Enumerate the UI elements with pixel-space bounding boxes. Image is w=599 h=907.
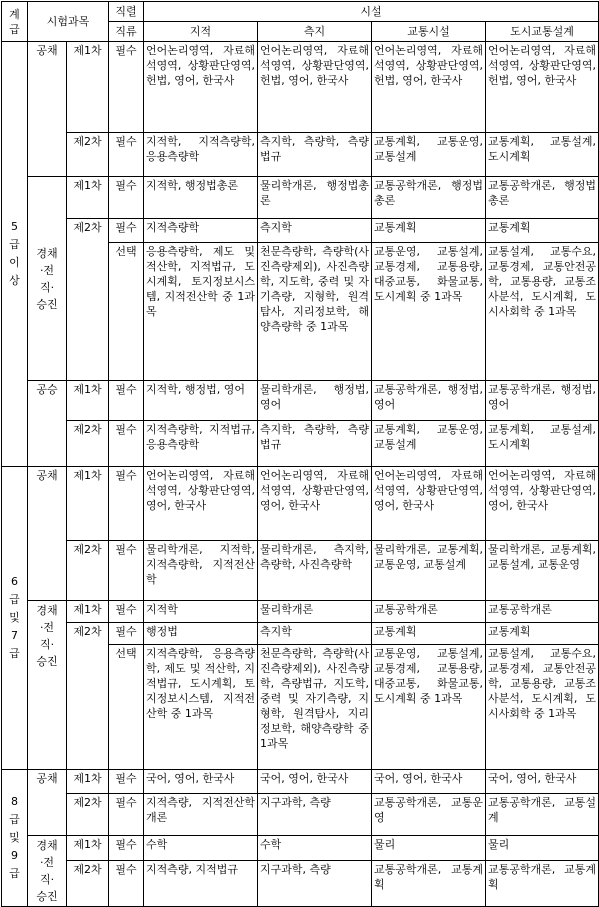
facility-header: 시설 (144, 2, 599, 22)
stage-cell: 제1차 (67, 177, 109, 219)
subject-cell: 측지학 (258, 219, 372, 243)
table-row (2, 836, 599, 861)
subject-cell: 언어논리영역, 자료해석영역, 상황판단영역, 헌법, 영어, 한국사 (144, 42, 258, 133)
type-cell: 선택 (109, 645, 144, 770)
subject-cell: 교통운영, 교통설계, 교통경제, 교통용량, 대중교통, 화물교통, 도시계획 중 1과목 (372, 243, 486, 381)
type-cell: 필수 (109, 381, 144, 421)
subject-cell: 국어, 영어, 한국사 (258, 770, 372, 794)
subject-cell: 교통공학개론, 교통운영 (372, 794, 486, 836)
subject-cell: 국어, 영어, 한국사 (144, 770, 258, 794)
stage-cell: 제1차 (67, 467, 109, 541)
subject-cell: 교통계획, 교통운영, 교통설계 (372, 133, 486, 177)
subject-cell: 교통공학개론, 행정법, 영어 (486, 381, 599, 421)
type-header: 직류 (109, 22, 144, 42)
subject-cell: 물리학개론, 행정법, 영어 (258, 381, 372, 421)
stage-cell: 제2차 (67, 623, 109, 770)
table-row (2, 861, 599, 907)
table-row (2, 421, 599, 467)
type-cell: 필수 (109, 541, 144, 601)
type-cell: 필수 (109, 770, 144, 794)
subject-cell: 언어논리영역, 자료해석영역, 상황판단영역, 영어, 한국사 (486, 467, 599, 541)
subject-cell: 응용측량학, 제도 및 적산학, 지적법규, 도시계획, 토지정보시스템, 지적전산학 중 1과목 (144, 243, 258, 381)
col-header-cadastral: 지적 (144, 22, 258, 42)
subject-cell: 교통계획, 교통설계, 도시계획 (486, 133, 599, 177)
type-cell: 필수 (109, 133, 144, 177)
subject-cell: 언어논리영역, 자료해석영역, 상황판단영역, 헌법, 영어, 한국사 (258, 42, 372, 133)
subject-cell: 지적학 (144, 601, 258, 623)
subject-cell: 교통계획, 교통운영, 교통설계 (372, 421, 486, 467)
subject-cell: 천문측량학, 측량학(사진측량제외), 사진측량학, 지도학, 중력 및 자기측량, 지형학, 원격탐사, 지리정보학, 해양측량학 중 1과목 (258, 243, 372, 381)
subject-cell: 교통운영, 교통설계, 교통경제, 교통용량, 대중교통, 화물교통, 도시계획 중 1과목 (372, 645, 486, 770)
exam-subjects-table (1, 1, 599, 907)
stage-cell: 제1차 (67, 42, 109, 133)
type-cell: 필수 (109, 42, 144, 133)
subject-cell: 지구과학, 측량 (258, 861, 372, 907)
subject-cell: 교통공학개론 (486, 601, 599, 623)
subject-cell: 교통계획 (372, 219, 486, 243)
subject-cell: 교통공학개론 (372, 601, 486, 623)
subject-cell: 물리학개론, 교통계획, 교통운영, 교통설계 (372, 541, 486, 601)
subject-cell: 지적학, 지적측량학, 응용측량학 (144, 133, 258, 177)
subject-cell: 물리 (486, 836, 599, 861)
stage-cell: 제2차 (67, 133, 109, 177)
subject-cell: 지적학, 행정법총론 (144, 177, 258, 219)
subject-cell: 교통계획 (372, 623, 486, 645)
subject-cell: 물리학개론, 측지학, 측량학, 사진측량학 (258, 541, 372, 601)
subject-cell: 국어, 영어, 한국사 (372, 770, 486, 794)
stage-cell: 제1차 (67, 601, 109, 623)
subject-cell: 지적측량학 (144, 219, 258, 243)
subject-cell: 교통공학개론, 행정법총론 (486, 177, 599, 219)
header-row-1 (2, 2, 599, 22)
table-row (2, 42, 599, 133)
grade-cell: 8급및9급 (2, 770, 28, 907)
subject-cell: 물리학개론, 행정법총론 (258, 177, 372, 219)
subject-cell: 교통계획, 교통설계, 도시계획 (486, 421, 599, 467)
subject-cell: 교통공학개론, 행정법, 영어 (372, 381, 486, 421)
exam-cell: 공승 (28, 381, 67, 467)
subject-cell: 수학 (144, 836, 258, 861)
subject-cell: 천문측량학, 측량학(사진측량제외), 사진측량학, 측량법규, 지도학, 중력 및 자기측량, 지형학, 원격탐사, 지리정보학, 해양측량학 중 1과목 (258, 645, 372, 770)
type-cell: 필수 (109, 623, 144, 645)
subject-cell: 언어논리영역, 자료해석영역, 상황판단영역, 헌법, 영어, 한국사 (372, 42, 486, 133)
stage-cell: 제2차 (67, 861, 109, 907)
type-cell: 필수 (109, 467, 144, 541)
type-cell: 필수 (109, 601, 144, 623)
subject-cell: 교통계획 (486, 623, 599, 645)
subject-cell: 수학 (258, 836, 372, 861)
subject-cell: 교통설계, 교통수요, 교통경제, 교통안전공학, 교통용량, 교통조사분석, 도시계획, 도시사회학 중 1과목 (486, 645, 599, 770)
subject-cell: 물리학개론, 지적학, 지적측량학, 지적전산학 (144, 541, 258, 601)
subject-cell: 지구과학, 측량 (258, 794, 372, 836)
subject-cell: 교통공학개론, 교통설계 (486, 794, 599, 836)
stage-cell: 제2차 (67, 794, 109, 836)
exam-header: 시험과목 (28, 2, 109, 42)
subject-cell: 교통공학개론, 교통계획 (486, 861, 599, 907)
subject-cell: 지적측량학, 지적법규, 응용측량학 (144, 421, 258, 467)
type-cell: 필수 (109, 219, 144, 243)
exam-cell: 경채·전직·승진 (28, 836, 67, 907)
type-cell: 필수 (109, 177, 144, 219)
subject-cell: 언어논리영역, 자료해석영역, 상황판단영역, 영어, 한국사 (372, 467, 486, 541)
type-cell: 필수 (109, 861, 144, 907)
exam-cell: 공채 (28, 770, 67, 836)
subject-cell: 행정법 (144, 623, 258, 645)
subject-cell: 지적학, 행정법, 영어 (144, 381, 258, 421)
exam-cell: 공채 (28, 467, 67, 601)
stage-cell: 제2차 (67, 541, 109, 601)
exam-cell: 경채·전직·승진 (28, 177, 67, 381)
subject-cell: 언어논리영역, 자료해석영역, 상황판단영역, 영어, 한국사 (144, 467, 258, 541)
subject-cell: 언어논리영역, 자료해석영역, 상황판단영역, 헌법, 영어, 한국사 (486, 42, 599, 133)
subject-cell: 물리 (372, 836, 486, 861)
grade-cell: 5급이상 (2, 42, 28, 467)
grade-cell: 6급및7급 (2, 467, 28, 770)
table-row (2, 133, 599, 177)
col-header-geodesy: 측지 (258, 22, 372, 42)
stage-cell: 제2차 (67, 421, 109, 467)
col-header-urban-traffic-design: 도시교통설계 (486, 22, 599, 42)
stage-cell: 제1차 (67, 836, 109, 861)
table-row (2, 623, 599, 645)
exam-cell: 경채·전직·승진 (28, 601, 67, 770)
subject-cell: 측지학, 측량학, 측량법규 (258, 421, 372, 467)
table-row (2, 541, 599, 601)
subject-cell: 지적측량, 지적전산학개론 (144, 794, 258, 836)
table-row (2, 794, 599, 836)
series-header: 직렬 (109, 2, 144, 22)
type-cell: 필수 (109, 836, 144, 861)
subject-cell: 교통설계, 교통수요, 교통경제, 교통안전공학, 교통용량, 교통조사분석, 도시계획, 도시사회학 중 1과목 (486, 243, 599, 381)
subject-cell: 지적측량, 지적법규 (144, 861, 258, 907)
subject-cell: 언어논리영역, 자료해석영역, 상황판단영역, 영어, 한국사 (258, 467, 372, 541)
stage-cell: 제1차 (67, 770, 109, 794)
subject-cell: 물리학개론, 교통계획, 교통설계, 교통운영 (486, 541, 599, 601)
type-cell: 필수 (109, 794, 144, 836)
subject-cell: 국어, 영어, 한국사 (486, 770, 599, 794)
subject-cell: 물리학개론 (258, 601, 372, 623)
table-row (2, 219, 599, 243)
subject-cell: 교통공학개론, 교통계획 (372, 861, 486, 907)
subject-cell: 교통공학개론, 행정법총론 (372, 177, 486, 219)
table-row (2, 770, 599, 794)
table-row (2, 177, 599, 219)
table-row (2, 467, 599, 541)
type-cell: 필수 (109, 421, 144, 467)
table-row (2, 601, 599, 623)
stage-cell: 제2차 (67, 219, 109, 381)
subject-cell: 측지학, 측량학, 측량법규 (258, 133, 372, 177)
grade-header: 계급 (2, 2, 28, 42)
exam-cell: 공채 (28, 42, 67, 177)
type-cell: 선택 (109, 243, 144, 381)
subject-cell: 교통계획 (486, 219, 599, 243)
stage-cell: 제1차 (67, 381, 109, 421)
subject-cell: 측지학 (258, 623, 372, 645)
table-row (2, 381, 599, 421)
col-header-traffic-facility: 교통시설 (372, 22, 486, 42)
subject-cell: 지적측량학, 응용측량학, 제도 및 적산학, 지적법규, 도시계획, 토지정보시스템, 지적전산학 중 1과목 (144, 645, 258, 770)
